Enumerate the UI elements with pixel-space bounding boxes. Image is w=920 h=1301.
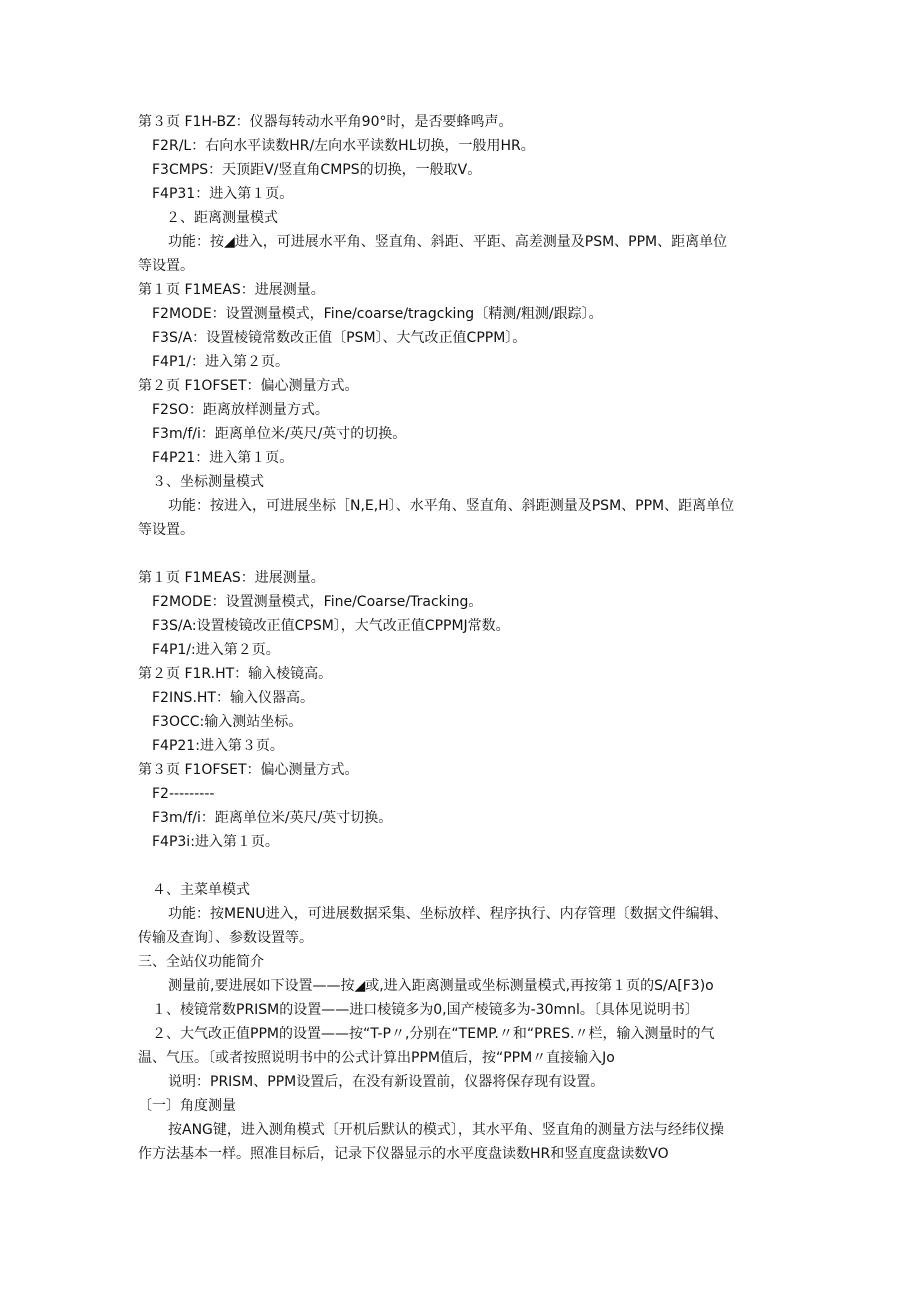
text-line: 功能：按◢进入，可进展水平角、竖直角、斜距、平距、高差测量及PSM、PPM、距离单位: [168, 234, 728, 250]
text-line: F2SO：距离放样测量方式。: [152, 402, 329, 418]
text-line: F3S/A：设置棱镜常数改正值〔PSM〕、大气改正值CPPM〕。: [152, 330, 527, 346]
text-line: F2---------: [152, 786, 215, 802]
text-line: １、棱镜常数PRISM的设置——进口棱镜多为0,国产棱镜多为-30mnl。〔具体见说明书〕: [152, 1002, 699, 1018]
text-line: 第２页 F1R.HT：输入棱镜高。: [138, 666, 333, 682]
text-line: 第３页 F1H-BZ：仪器每转动水平角90°时，是否要蜂鸣声。: [138, 114, 513, 130]
text-line: 第１页 F1MEAS：进展测量。: [138, 570, 325, 586]
text-line: 第２页 F1OFSET：偏心测量方式。: [138, 378, 359, 394]
text-line: F3CMPS：天顶距V/竖直角CMPS的切换，一般取V。: [152, 162, 482, 178]
section-heading: ４、主菜单模式: [152, 882, 250, 898]
text-line: F4P3i:进入第１页。: [152, 834, 279, 850]
text-line: 作方法基本一样。照准目标后，记录下仪器显示的水平度盘读数HR和竖直度盘读数VO: [138, 1146, 669, 1162]
section-heading: ２、距离测量模式: [166, 210, 278, 226]
text-line: F4P21:进入第３页。: [152, 738, 284, 754]
text-line: F4P31：进入第１页。: [152, 186, 294, 202]
text-line: F3OCC:输入测站坐标。: [152, 714, 303, 730]
text-line: 说明：PRISM、PPM设置后，在没有新设置前，仪器将保存现有设置。: [168, 1074, 605, 1090]
text-line: F4P21：进入第１页。: [152, 450, 294, 466]
section-heading: 〔一〕角度测量: [138, 1098, 236, 1114]
text-line: F3S/A:设置棱镜改正值CPSM〕，大气改正值CPPMJ常数。: [152, 618, 510, 634]
text-line: ２、大气改正值PPM的设置——按“T-P〃,分别在“TEMP.〃和“PRES.〃栏，输入测量时的气: [152, 1026, 715, 1042]
text-line: F2MODE：设置测量模式，Fine/Coarse/Tracking。: [152, 594, 483, 610]
text-line: 第１页 F1MEAS：进展测量。: [138, 282, 325, 298]
text-line: F2INS.HT：输入仪器高。: [152, 690, 314, 706]
text-line: 等设置。: [138, 258, 194, 274]
section-heading: ３、坐标测量模式: [152, 474, 264, 490]
text-line: F3m/f/i：距离单位米/英尺/英寸切换。: [152, 810, 393, 826]
text-line: F4P1/:进入第２页。: [152, 642, 280, 658]
text-line: 等设置。: [138, 522, 194, 538]
text-line: 传输及查询〕、参数设置等。: [138, 930, 313, 946]
text-line: F2MODE：设置测量模式，Fine/coarse/tragcking〔精测/粗测/跟踪〕。: [152, 306, 603, 322]
text-line: 第３页 F1OFSET：偏心测量方式。: [138, 762, 359, 778]
text-line: F4P1/：进入第２页。: [152, 354, 290, 370]
text-line: 功能：按MENU进入，可进展数据采集、坐标放样、程序执行、内存管理〔数据文件编辑、: [168, 906, 728, 922]
text-line: 测量前,要进展如下设置——按◢或,进入距离测量或坐标测量模式,再按第１页的S/A[F3)o: [168, 978, 714, 994]
text-line: 温、气压。〔或者按照说明书中的公式计算出PPM值后，按“PPM〃直接输入Jo: [138, 1050, 615, 1066]
text-line: F2R/L：右向水平读数HR/左向水平读数HL切换，一般用HR。: [152, 138, 535, 154]
text-line: 按ANG键，进入测角模式〔开机后默认的模式〕，其水平角、竖直角的测量方法与经纬仪操: [168, 1122, 724, 1138]
text-line: F3m/f/i：距离单位米/英尺/英寸的切换。: [152, 426, 407, 442]
section-heading: 三、全站仪功能简介: [138, 954, 264, 970]
text-line: 功能：按进入，可进展坐标［N,E,H〕、水平角、竖直角、斜距测量及PSM、PPM、距离单位: [168, 498, 735, 514]
